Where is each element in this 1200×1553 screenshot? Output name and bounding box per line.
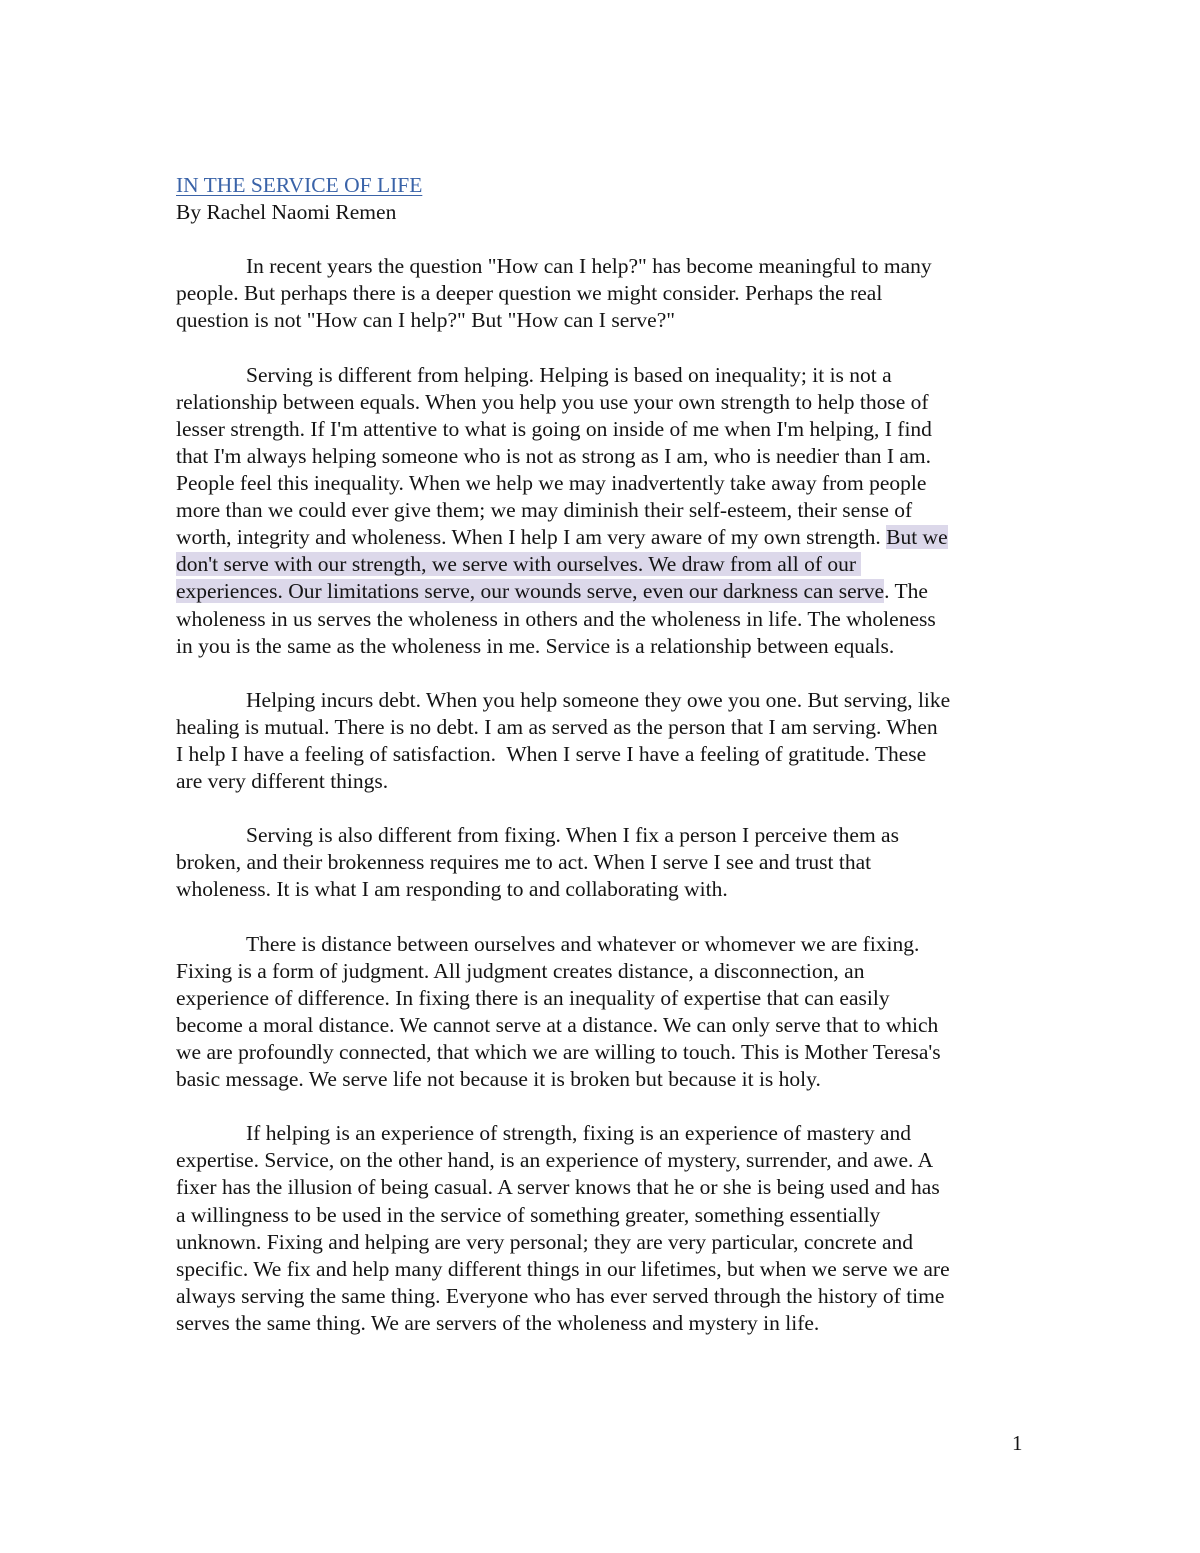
- text-line: [176, 714, 1026, 741]
- text-line: [176, 1066, 1026, 1093]
- paragraph-gap: [176, 1093, 1026, 1120]
- text-segment: that I'm always helping someone who is not as strong as I am, who is needier than I am.: [176, 443, 932, 468]
- text-line: [176, 1120, 1026, 1147]
- text-line: [176, 985, 1026, 1012]
- text-line: [176, 606, 1026, 633]
- text-segment: . The: [884, 579, 928, 604]
- text-line: [176, 1012, 1026, 1039]
- text-line: [176, 253, 1026, 280]
- document-title-link[interactable]: IN THE SERVICE OF LIFE: [176, 173, 423, 197]
- paragraph: [176, 362, 1026, 660]
- text-line: [176, 822, 1026, 849]
- document-body: [176, 172, 1026, 1337]
- text-line: [176, 416, 1026, 443]
- paragraphs: [176, 226, 1026, 1337]
- paragraph: [176, 253, 1026, 334]
- text-segment: wholeness. It is what I am responding to and collaborating with.: [176, 877, 728, 902]
- text-line: [176, 524, 1026, 551]
- text-segment: worth, integrity and wholeness. When I help I am very aware of my own strength.: [176, 525, 887, 550]
- text-line: [176, 389, 1026, 416]
- text-segment: wholeness in us serves the wholeness in others and the wholeness in life. The wholeness: [176, 606, 936, 631]
- text-line: [176, 470, 1026, 497]
- paragraph-gap: [176, 226, 1026, 253]
- text-line: [176, 768, 1026, 795]
- highlighted-text: But we: [886, 525, 948, 550]
- text-segment: question is not "How can I help?" But "How can I serve?": [176, 308, 676, 333]
- text-segment: become a moral distance. We cannot serve at a distance. We can only serve that to which: [176, 1012, 939, 1037]
- text-line: [176, 741, 1026, 768]
- text-segment: people. But perhaps there is a deeper question we might consider. Perhaps the real: [176, 281, 883, 306]
- text-segment: Fixing is a form of judgment. All judgment creates distance, a disconnection, an: [176, 958, 865, 983]
- text-line: [176, 876, 1026, 903]
- text-segment: I help I have a feeling of satisfaction. When I serve I have a feeling of gratitude. These: [176, 741, 927, 766]
- text-segment: People feel this inequality. When we help we may inadvertently take away from people: [176, 471, 927, 496]
- text-line: [176, 551, 1026, 578]
- text-line: [176, 1229, 1026, 1256]
- text-line: [176, 280, 1026, 307]
- paragraph-gap: [176, 335, 1026, 362]
- highlighted-text: don't serve with our strength, we serve with ourselves. We draw from all of our: [176, 552, 862, 577]
- highlighted-text: experiences. Our limitations serve, our wounds serve, even our darkness can serve: [176, 579, 885, 604]
- text-segment: lesser strength. If I'm attentive to what is going on inside of me when I'm helping, I find: [176, 416, 932, 441]
- paragraph-gap: [176, 795, 1026, 822]
- page-number: 1: [1012, 1431, 1023, 1455]
- text-segment: in you is the same as the wholeness in me. Service is a relationship between equals.: [176, 633, 895, 658]
- text-line: [176, 1147, 1026, 1174]
- text-segment: unknown. Fixing and helping are very personal; they are very particular, concrete and: [176, 1229, 914, 1254]
- text-line: [176, 1256, 1026, 1283]
- paragraph-gap: [176, 660, 1026, 687]
- text-segment: Serving is different from helping. Helping is based on inequality; it is not a: [246, 362, 892, 387]
- text-segment: experience of difference. In fixing there is an inequality of expertise that can easily: [176, 985, 890, 1010]
- text-line: [176, 849, 1026, 876]
- text-segment: expertise. Service, on the other hand, is an experience of mystery, surrender, and awe. A: [176, 1148, 934, 1173]
- text-segment: fixer has the illusion of being casual. A server knows that he or she is being used and has: [176, 1175, 940, 1200]
- text-segment: Helping incurs debt. When you help someone they owe you one. But serving, like: [246, 687, 951, 712]
- text-line: [176, 1202, 1026, 1229]
- paragraph-gap: [176, 904, 1026, 931]
- text-segment: are very different things.: [176, 769, 389, 794]
- text-line: [176, 633, 1026, 660]
- text-segment: more than we could ever give them; we may diminish their self-esteem, their sense of: [176, 498, 913, 523]
- document-byline: By Rachel Naomi Remen: [176, 200, 397, 225]
- paragraph: [176, 822, 1026, 903]
- text-line: [176, 307, 1026, 334]
- text-segment: basic message. We serve life not because it is broken but because it is holy.: [176, 1067, 821, 1092]
- text-line: [176, 687, 1026, 714]
- text-segment: serves the same thing. We are servers of the wholeness and mystery in life.: [176, 1310, 820, 1335]
- text-line: [176, 1283, 1026, 1310]
- text-line: [176, 1174, 1026, 1201]
- text-segment: broken, and their brokenness requires me to act. When I serve I see and trust that: [176, 850, 872, 875]
- text-segment: always serving the same thing. Everyone who has ever served through the history of time: [176, 1283, 945, 1308]
- paragraph: [176, 1120, 1026, 1337]
- text-segment: If helping is an experience of strength, fixing is an experience of mastery and: [246, 1121, 912, 1146]
- text-segment: we are profoundly connected, that which we are willing to touch. This is Mother Teresa's: [176, 1040, 941, 1064]
- text-segment: relationship between equals. When you help you use your own strength to help those of: [176, 389, 929, 414]
- text-line: [176, 958, 1026, 985]
- text-segment: specific. We fix and help many different things in our lifetimes, but when we serve we are: [176, 1256, 950, 1281]
- text-line: [176, 578, 1026, 605]
- text-segment: healing is mutual. There is no debt. I am as served as the person that I am serving. When: [176, 714, 938, 739]
- text-segment: a willingness to be used in the service of something greater, something essentially: [176, 1202, 881, 1227]
- text-segment: There is distance between ourselves and whatever or whomever we are fixing.: [246, 931, 920, 956]
- text-line: [176, 1039, 1026, 1066]
- text-line: [176, 362, 1026, 389]
- paragraph: [176, 931, 1026, 1094]
- text-line: [176, 497, 1026, 524]
- text-segment: Serving is also different from fixing. When I fix a person I perceive them as: [246, 823, 899, 848]
- text-line: [176, 1310, 1026, 1337]
- text-segment: In recent years the question "How can I help?" has become meaningful to many: [246, 254, 932, 279]
- text-line: [176, 931, 1026, 958]
- paragraph: [176, 687, 1026, 795]
- text-line: [176, 443, 1026, 470]
